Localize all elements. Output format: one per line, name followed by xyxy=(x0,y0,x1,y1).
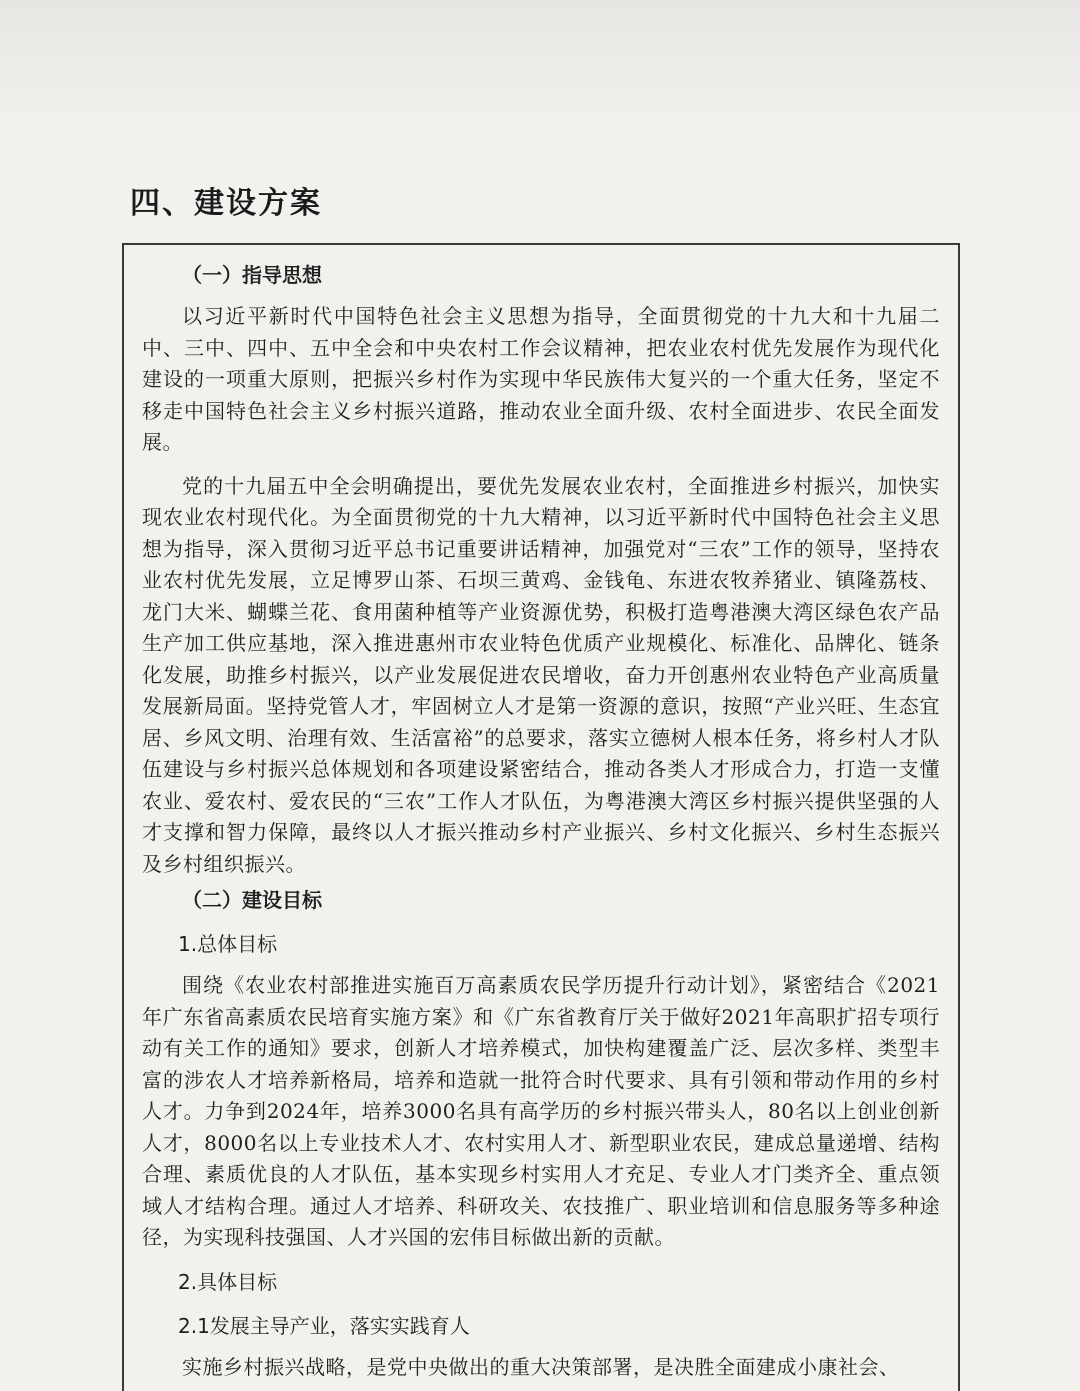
section-title: 四、建设方案 xyxy=(130,186,322,221)
construction-goals-heading: （二）建设目标 xyxy=(182,888,322,912)
specific-goal-heading: 2.具体目标 xyxy=(178,1269,278,1294)
overall-goal-paragraph: 围绕《农业农村部推进实施百万高素质农民学历提升行动计划》，紧密结合《2021年广东省高素质农民培育实施方案》和《广东省教育厅关于做好2021年高职扩招专项行动有关工作的通知》要求，创新人才培养模式，加快构建覆盖广泛、层次多样、类型丰富的涉农人才培养新格局，培养和造就一批符合时代要求、具有引领和带动作用的乡村人才。力争到2024年，培养3000名具有高学历的乡村振兴带头人，80名以上创业创新人才，8000名以上专业技术人才、农村实用人才、新型职业农民，建成总量递增、结构合理、素质优良的人才队伍，基本实现乡村实用人才充足、专业人才门类齐全、重点领域人才结构合理。通过人才培养、科研攻关、农技推广、职业培训和信息服务等多种途径，为实现科技强国、人才兴国的宏伟目标做出新的贡献。 xyxy=(142,973,940,1249)
guiding-paragraph-1: 以习近平新时代中国特色社会主义思想为指导，全面贯彻党的十九大和十九届二中、三中、四中、五中全会和中央农村工作会议精神，把农业农村优先发展作为现代化建设的一项重大原则，把振兴乡村作为实现中华民族伟大复兴的一个重大任务，坚定不移走中国特色社会主义乡村振兴道路，推动农业全面升级、农村全面进步、农民全面发展。 xyxy=(142,304,940,454)
content-frame xyxy=(122,243,960,1391)
guiding-paragraph-2: 党的十九届五中全会明确提出，要优先发展农业农村，全面推进乡村振兴，加快实现农业农村现代化。为全面贯彻党的十九大精神，以习近平新时代中国特色社会主义思想为指导，深入贯彻习近平总书记重要讲话精神，加强党对“三农”工作的领导，坚持农业农村优先发展，立足博罗山茶、石坝三黄鸡、金钱龟、东进农牧养猪业、镇隆荔枝、龙门大米、蝴蝶兰花、食用菌种植等产业资源优势，积极打造粤港澳大湾区绿色农产品生产加工供应基地，深入推进惠州市农业特色优质产业规模化、标准化、品牌化、链条化发展，助推乡村振兴，以产业发展促进农民增收，奋力开创惠州农业特色产业高质量发展新局面。坚持党管人才，牢固树立人才是第一资源的意识，按照“产业兴旺、生态宜居、乡风文明、治理有效、生活富裕”的总要求，落实立德树人根本任务，将乡村人才队伍建设与乡村振兴总体规划和各项建设紧密结合，推动各类人才形成合力，打造一支懂农业、爱农村、爱农民的“三农”工作人才队伍，为粤港澳大湾区乡村振兴提供坚强的人才支撑和智力保障，最终以人才振兴推动乡村产业振兴、乡村文化振兴、乡村生态振兴及乡村组织振兴。 xyxy=(142,473,940,876)
guiding-thought-heading: （一）指导思想 xyxy=(182,263,322,287)
overall-goal-heading: 1.总体目标 xyxy=(178,932,278,956)
scan-shadow xyxy=(0,0,1080,140)
specific-goal-sub1-heading: 2.1发展主导产业，落实实践育人 xyxy=(178,1313,470,1338)
specific-goal-sub1-paragraph: 实施乡村振兴战略，是党中央做出的重大决策部署，是决胜全面建成小康社会、 xyxy=(182,1354,900,1379)
